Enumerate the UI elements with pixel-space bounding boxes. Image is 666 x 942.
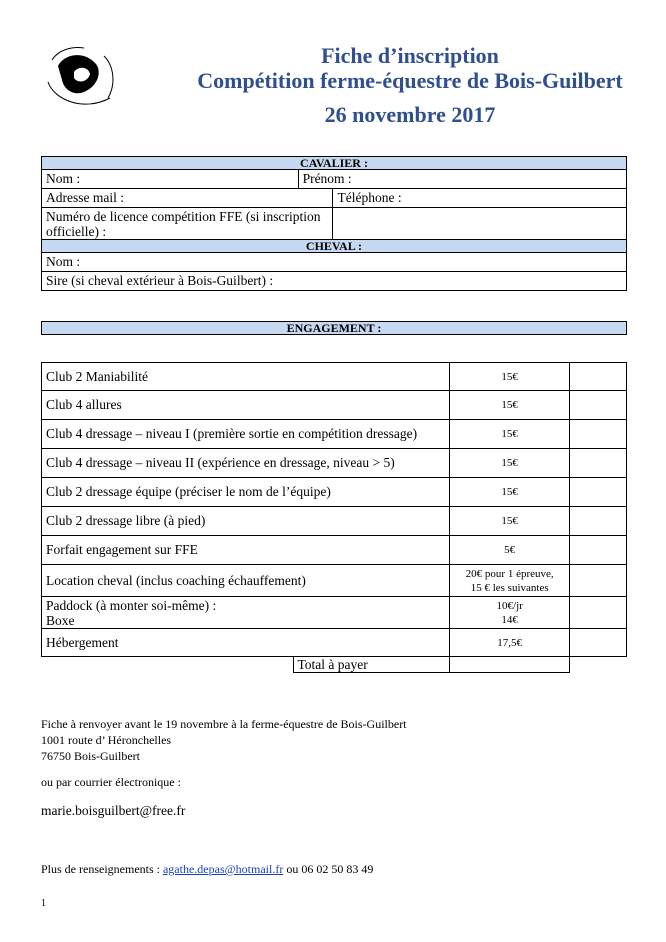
table-row (42, 597, 627, 629)
more-info-prefix: Plus de renseignements : (41, 862, 163, 876)
table-row (42, 478, 627, 507)
engagement-label (42, 597, 450, 629)
table-row (42, 507, 627, 536)
engagement-header-table (41, 321, 627, 335)
more-info-suffix: ou 06 02 50 83 49 (283, 862, 374, 876)
price-line: 20€ pour 1 épreuve, (465, 567, 554, 580)
engagement-label: Club 2 dressage libre (à pied) (42, 507, 450, 536)
engagement-checkbox[interactable] (570, 449, 627, 478)
engagement-checkbox[interactable] (570, 478, 627, 507)
cavalier-nom-field[interactable]: Nom : (42, 170, 299, 189)
total-value-field[interactable] (450, 657, 570, 673)
table-row (42, 629, 627, 657)
cavalier-prenom-field[interactable]: Prénom : (298, 170, 626, 189)
engagement-header: ENGAGEMENT : (42, 322, 627, 335)
contact-email-link[interactable]: agathe.depas@hotmail.fr (162, 862, 284, 876)
engagement-price: 15€ (450, 507, 570, 536)
engagement-label: Club 4 dressage – niveau II (expérience en dressage, niveau > 5) (42, 449, 450, 478)
table-row (42, 391, 627, 420)
engagement-price: 15€ (450, 363, 570, 391)
engagement-label: Club 2 Maniabilité (42, 363, 450, 391)
engagement-label: Club 4 dressage – niveau I (première sortie en compétition dressage) (42, 420, 450, 449)
price-line: 14€ (501, 613, 518, 626)
label-line: Boxe (46, 612, 75, 628)
cavalier-licence-field[interactable]: Numéro de licence compétition FFE (si inscription officielle) : (42, 208, 333, 240)
label-line: Paddock (à monter soi-même) : (46, 597, 217, 613)
cheval-sire-field[interactable]: Sire (si cheval extérieur à Bois-Guilbert) : (42, 272, 627, 291)
engagement-checkbox[interactable] (570, 507, 627, 536)
cavalier-cheval-table (41, 156, 627, 291)
total-spacer (42, 657, 294, 673)
engagement-checkbox[interactable] (570, 363, 627, 391)
price-line: 15 € les suivantes (470, 581, 549, 594)
engagement-checkbox[interactable] (570, 565, 627, 597)
price-line: 10€/jr (496, 599, 523, 612)
title-line-3: 26 novembre 2017 (324, 102, 496, 127)
engagement-checkbox[interactable] (570, 629, 627, 657)
total-row (42, 657, 627, 673)
engagement-label: Location cheval (inclus coaching échauffement) (42, 565, 450, 597)
table-row (42, 565, 627, 597)
engagement-checkbox[interactable] (570, 597, 627, 629)
cavalier-telephone-field[interactable]: Téléphone : (333, 189, 627, 208)
footer-electronic: ou par courrier électronique : (41, 775, 181, 789)
cavalier-header: CAVALIER : (42, 157, 627, 170)
footer-line: 76750 Bois-Guilbert (41, 749, 140, 763)
footer-address (41, 716, 407, 764)
table-row (42, 449, 627, 478)
engagement-label: Club 2 dressage équipe (préciser le nom de l’équipe) (42, 478, 450, 507)
cavalier-email-field[interactable]: Adresse mail : (42, 189, 333, 208)
engagement-price: 15€ (450, 391, 570, 420)
engagement-price: 15€ (450, 478, 570, 507)
table-row (42, 420, 627, 449)
logo (44, 42, 120, 114)
total-spacer-right (570, 657, 627, 673)
engagement-price: 15€ (450, 420, 570, 449)
footer-more-info (41, 861, 373, 877)
engagement-price: 5€ (450, 536, 570, 565)
engagement-checkbox[interactable] (570, 420, 627, 449)
pony-logo-icon (44, 42, 120, 114)
engagement-checkbox[interactable] (570, 536, 627, 565)
cheval-header: CHEVAL : (42, 240, 627, 253)
engagement-label: Forfait engagement sur FFE (42, 536, 450, 565)
cavalier-licence-value[interactable] (333, 208, 627, 240)
footer-line: Fiche à renvoyer avant le 19 novembre à la ferme-équestre de Bois-Guilbert (41, 717, 407, 731)
title-line-2: Compétition ferme-équestre de Bois-Guilbert (197, 68, 623, 93)
engagement-price: 17,5€ (450, 629, 570, 657)
engagement-table (41, 362, 627, 673)
table-row (42, 536, 627, 565)
engagement-price (450, 597, 570, 629)
title-line-1: Fiche d’inscription (321, 43, 499, 68)
page-number: 1 (41, 898, 46, 909)
engagement-label: Club 4 allures (42, 391, 450, 420)
footer-line: 1001 route d’ Héronchelles (41, 733, 172, 747)
total-label: Total à payer (293, 657, 450, 673)
engagement-price (450, 565, 570, 597)
engagement-price: 15€ (450, 449, 570, 478)
engagement-checkbox[interactable] (570, 391, 627, 420)
footer-email: marie.boisguilbert@free.fr (41, 803, 186, 818)
cheval-nom-field[interactable]: Nom : (42, 253, 627, 272)
table-row (42, 363, 627, 391)
engagement-label: Hébergement (42, 629, 450, 657)
